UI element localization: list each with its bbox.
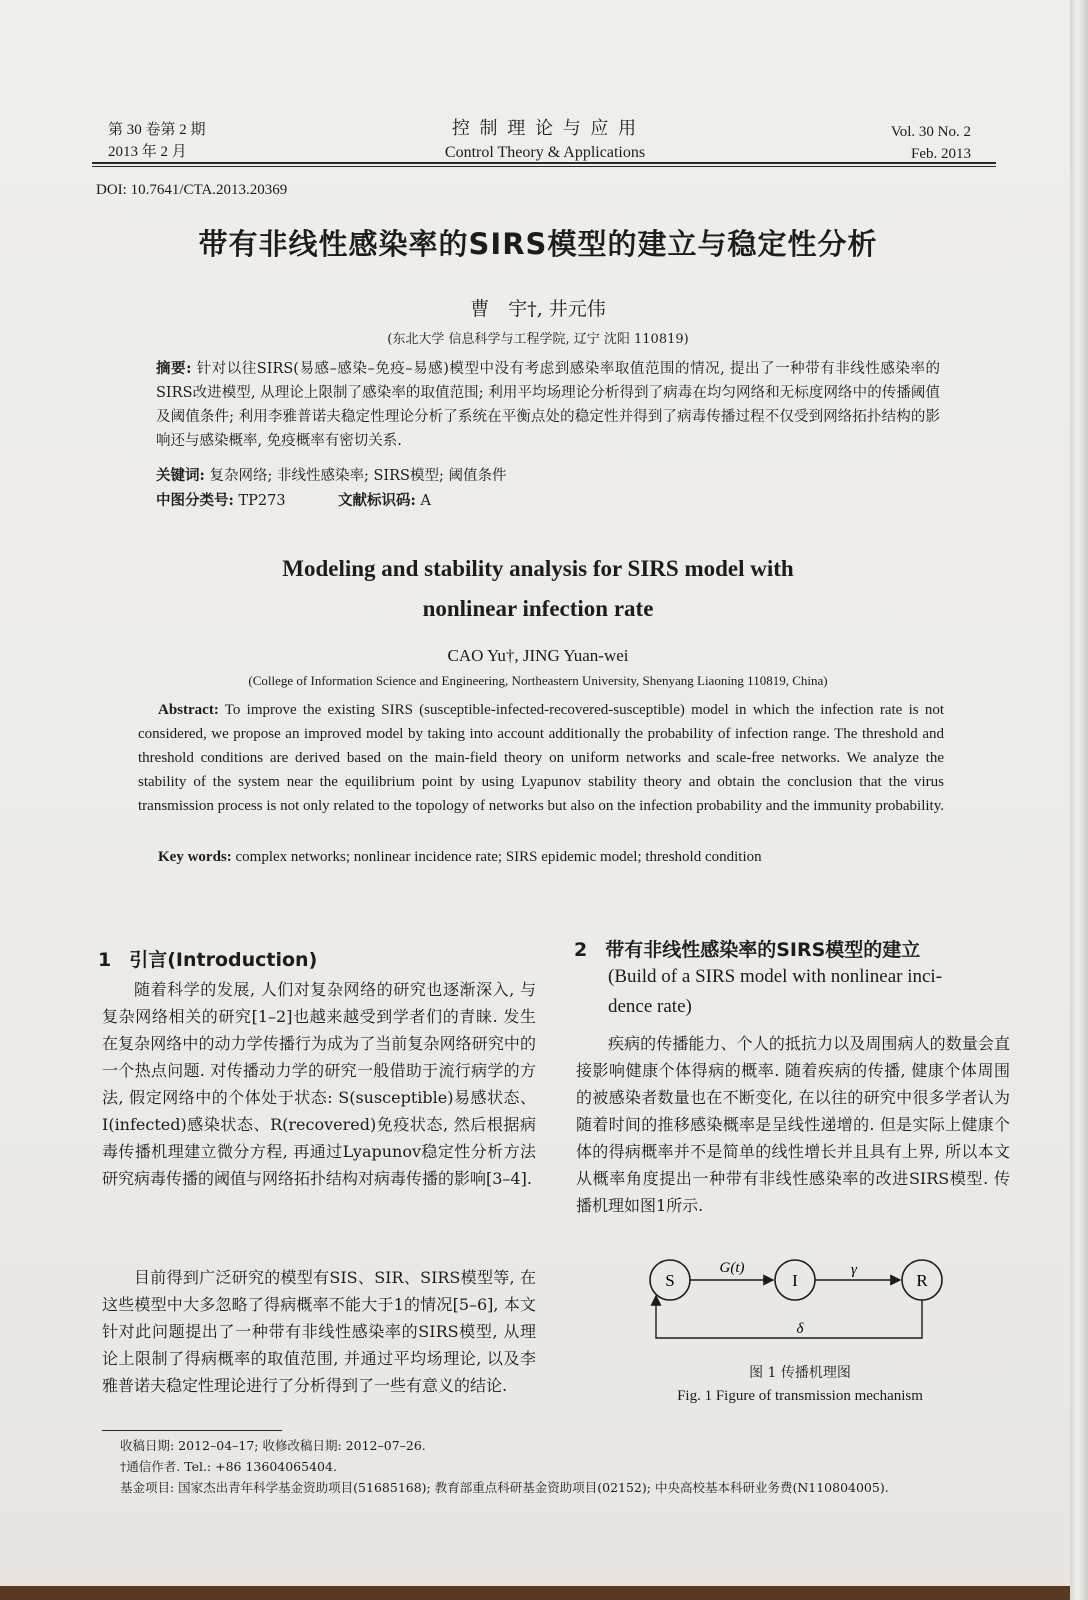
figure1-caption-en: Fig. 1 Figure of transmission mechanism	[677, 1388, 923, 1404]
section2-title-en-line1: (Build of a SIRS model with nonlinear inci-	[608, 966, 943, 987]
footnote-rule	[102, 1430, 282, 1431]
affiliation-en: (College of Information Science and Engineering, Northeastern University, Shenyang Liaoning 110819, China)	[248, 673, 828, 688]
affiliation-cn: (东北大学 信息科学与工程学院, 辽宁 沈阳 110819)	[387, 332, 689, 347]
header-left	[108, 119, 206, 163]
authors-en: CAO Yu†, JING Yuan-wei	[447, 646, 629, 665]
clc	[156, 489, 286, 513]
journal-name-cn: 控 制 理 论 与 应 用	[451, 118, 639, 139]
edge-rs-label: δ	[796, 1321, 804, 1337]
abstract-en-text: To improve the existing SIRS (susceptible-infected-recovered-susceptible) model in which the infection rate is not considered, we propose an improved model by taking into account additionally the probability of infection range. The threshold and threshold conditions are derived based on the main-field theory on uniform networks and scale-free networks. We analyze the stability of the system near the equilibrium point by using Lyapunov stability theory and obtain the conclusion that the virus transmission process is not only related to the topology of networks but also on the infection probability and the immunity probability.	[138, 702, 944, 814]
section1-para1: 随着科学的发展, 人们对复杂网络的研究也逐渐深入, 与复杂网络相关的研究[1–2]也越来越受到学者们的青睐. 发生在复杂网络中的动力学传播行为成为了当前复杂网络研究中的一个热点问题. 对传播动力学的研究一般借助于流行病学的方法, 假定网络中的个体处于状态: S(susceptible)易感状态、I(infected)感染状态、R(recovered)免疫状态, 然后根据病毒传播机理建立微分方程, 再通过Lyapunov稳定性分析方法研究病毒传播的阈值与网络拓扑结构对病毒传播的影响[3–4].	[102, 980, 536, 1188]
title-en-line1: Modeling and stability analysis for SIRS model with	[282, 556, 794, 581]
clc-label: 中图分类号:	[156, 492, 234, 509]
header-rule-thin	[92, 166, 996, 167]
section2-heading	[574, 935, 920, 962]
journal-name	[380, 116, 710, 164]
abstract-cn-text: 针对以往SIRS(易感–感染–免疫–易感)模型中没有考虑到感染率取值范围的情况, 提出了一种带有非线性感染率的SIRS改进模型, 从理论上限制了感染率的取值范围; 利用平均场理论分析得到了病毒在均匀网络和无标度网络中的传播阈值及阈值条件; 利用李雅普诺夫稳定性理论分析了系统在平衡点处的稳定性并得到了病毒传播过程不仅受到网络拓扑结构的影响还与感染概率, 免疫概率有密切关系.	[156, 361, 941, 449]
node-i-label: I	[792, 1271, 798, 1290]
section1-number: 1	[98, 949, 112, 971]
edge-ir-label: γ	[851, 1262, 857, 1278]
footnote-funding: 基金项目: 国家杰出青年科学基金资助项目(51685168); 教育部重点科研基金资助项目(02152); 中央高校基本科研业务费(N110804005).	[120, 1480, 889, 1495]
abstract-en-label: Abstract:	[158, 702, 219, 718]
section1-title: 引言(Introduction)	[129, 949, 318, 971]
section2-number: 2	[574, 939, 588, 961]
keywords-cn-label: 关键词:	[156, 467, 205, 484]
authors-cn: 曹 宇†, 井元伟	[470, 298, 606, 320]
clc-value: TP273	[233, 493, 286, 509]
header-rule-thick	[92, 162, 996, 164]
section2-title: 带有非线性感染率的SIRS模型的建立	[605, 939, 921, 961]
edge-si-label: G(t)	[719, 1260, 745, 1276]
footnote-received: 收稿日期: 2012–04–17; 收修改稿日期: 2012–07–26.	[120, 1438, 426, 1453]
section2-title-en-line2: dence rate)	[608, 996, 692, 1017]
section1-para2: 目前得到广泛研究的模型有SIS、SIR、SIRS模型等, 在这些模型中大多忽略了得病概率不能大于1的情况[5–6], 本文针对此问题提出了一种带有非线性感染率的SIRS模型, 从理论上限制了得病概率的取值范围, 并通过平均场理论, 以及李雅普诺夫稳定性理论进行了分析得到了一些有意义的结论.	[102, 1268, 536, 1395]
section1-heading	[98, 945, 317, 972]
header-right	[891, 121, 971, 165]
header-vol-no: Vol. 30 No. 2	[890, 124, 971, 140]
figure1-caption-cn: 图 1 传播机理图	[749, 1365, 851, 1381]
header-month: Feb. 2013	[911, 146, 971, 162]
abstract-cn	[156, 357, 940, 453]
doc-code-value: A	[415, 493, 431, 509]
title-cn: 带有非线性感染率的SIRS模型的建立与稳定性分析	[198, 227, 878, 261]
node-s-label: S	[665, 1271, 675, 1290]
section2-title-en	[608, 962, 942, 1022]
section2-para1: 疾病的传播能力、个人的抵抗力以及周围病人的数量会直接影响健康个体得病的概率. 随着疾病的传播, 健康个体周围的被感染者数量也在不断变化, 在以往的研究中很多学者认为随着时间的推移感染概率是呈线性递增的. 但是实际上健康个体的得病概率并不是简单的线性增长并且具有上界, 所以本文从概率角度提出一种带有非线性感染率的改进SIRS模型. 传播机理如图1所示.	[576, 1034, 1010, 1215]
edge-r-to-s	[656, 1296, 922, 1338]
figure1-diagram	[640, 1258, 950, 1358]
keywords-en	[158, 845, 944, 869]
journal-name-en: Control Theory & Applications	[444, 144, 646, 161]
doc-code-label: 文献标识码:	[338, 492, 416, 509]
doc-code	[338, 489, 431, 513]
keywords-en-text: complex networks; nonlinear incidence rate; SIRS epidemic model; threshold condition	[231, 849, 762, 865]
header-volume: 第 30 卷第 2 期	[108, 122, 206, 138]
keywords-cn	[156, 464, 940, 488]
footnote-corresponding: †通信作者. Tel.: +86 13604065404.	[120, 1459, 337, 1474]
header-date: 2013 年 2 月	[108, 144, 187, 160]
keywords-cn-text: 复杂网络; 非线性感染率; SIRS模型; 阈值条件	[204, 468, 507, 484]
abstract-en	[138, 698, 944, 818]
title-en-line2: nonlinear infection rate	[422, 596, 654, 621]
node-r-label: R	[916, 1271, 928, 1290]
abstract-cn-label: 摘要:	[156, 360, 192, 377]
doi: DOI: 10.7641/CTA.2013.20369	[96, 182, 288, 198]
keywords-en-label: Key words:	[158, 849, 232, 865]
